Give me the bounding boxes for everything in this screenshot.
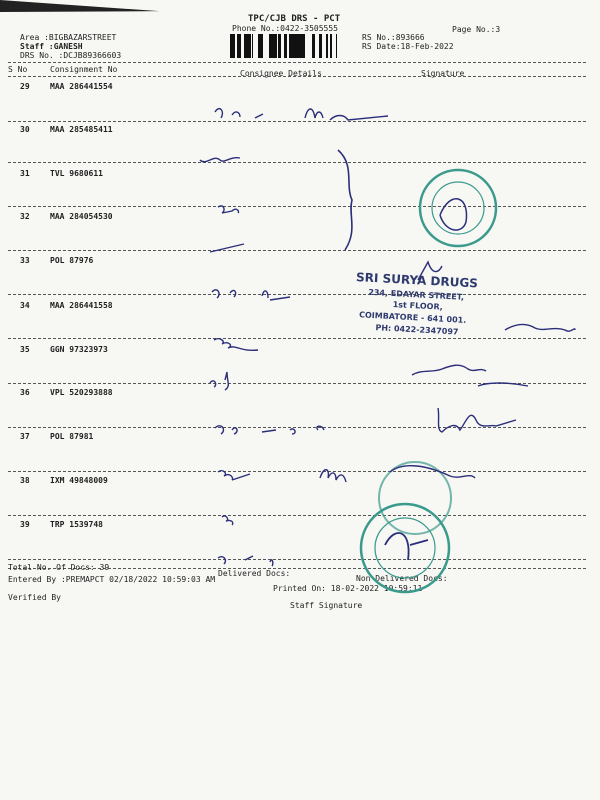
verified-by: Verified By — [8, 593, 61, 602]
svg-text:COIMBATORE - 641 001.: COIMBATORE - 641 001. — [358, 310, 467, 325]
drs-number: DRS No. :DCJB89366603 — [20, 51, 122, 60]
col-signature: Signature — [421, 69, 465, 78]
handwritten-signatures — [200, 109, 575, 566]
area-field: Area :BIGBAZARSTREET — [20, 33, 117, 42]
staff-field: Staff :GANESH — [20, 42, 83, 51]
company-seal-lower — [361, 462, 451, 592]
svg-text:234, EDAYAR STREET,: 234, EDAYAR STREET, — [368, 287, 465, 302]
svg-text:PH: 0422-2347097: PH: 0422-2347097 — [375, 323, 459, 337]
col-consignee: Consignee Details — [240, 69, 322, 78]
page-number: Page No.:3 — [452, 25, 501, 34]
rs-date: RS Date:18-Feb-2022 — [362, 42, 454, 51]
col-sno: S No — [8, 65, 28, 74]
shop-stamp — [353, 270, 478, 337]
non-delivered-docs: Non Delivered Docs: — [356, 574, 448, 583]
staff-signature-label: Staff Signature — [290, 601, 363, 610]
delivered-docs: Delivered Docs: — [218, 569, 291, 578]
printed-on: Printed On: 18-02-2022 10:59:11 — [273, 584, 423, 593]
rs-number: RS No.:893666 — [362, 33, 425, 42]
phone-number: Phone No.:0422-3505555 — [232, 24, 338, 33]
bracket-mark — [338, 150, 352, 250]
svg-text:SRI SURYA DRUGS: SRI SURYA DRUGS — [355, 270, 479, 291]
total-docs: Total No. Of Docs: 39 — [8, 563, 110, 572]
document-title: TPC/CJB DRS - PCT — [248, 14, 341, 24]
company-seal — [420, 170, 496, 246]
entered-by: Entered By :PREMAPCT 02/18/2022 10:59:03 AM — [8, 575, 216, 584]
col-consignment: Consignment No — [50, 65, 118, 74]
svg-text:1st FLOOR,: 1st FLOOR, — [392, 300, 444, 312]
